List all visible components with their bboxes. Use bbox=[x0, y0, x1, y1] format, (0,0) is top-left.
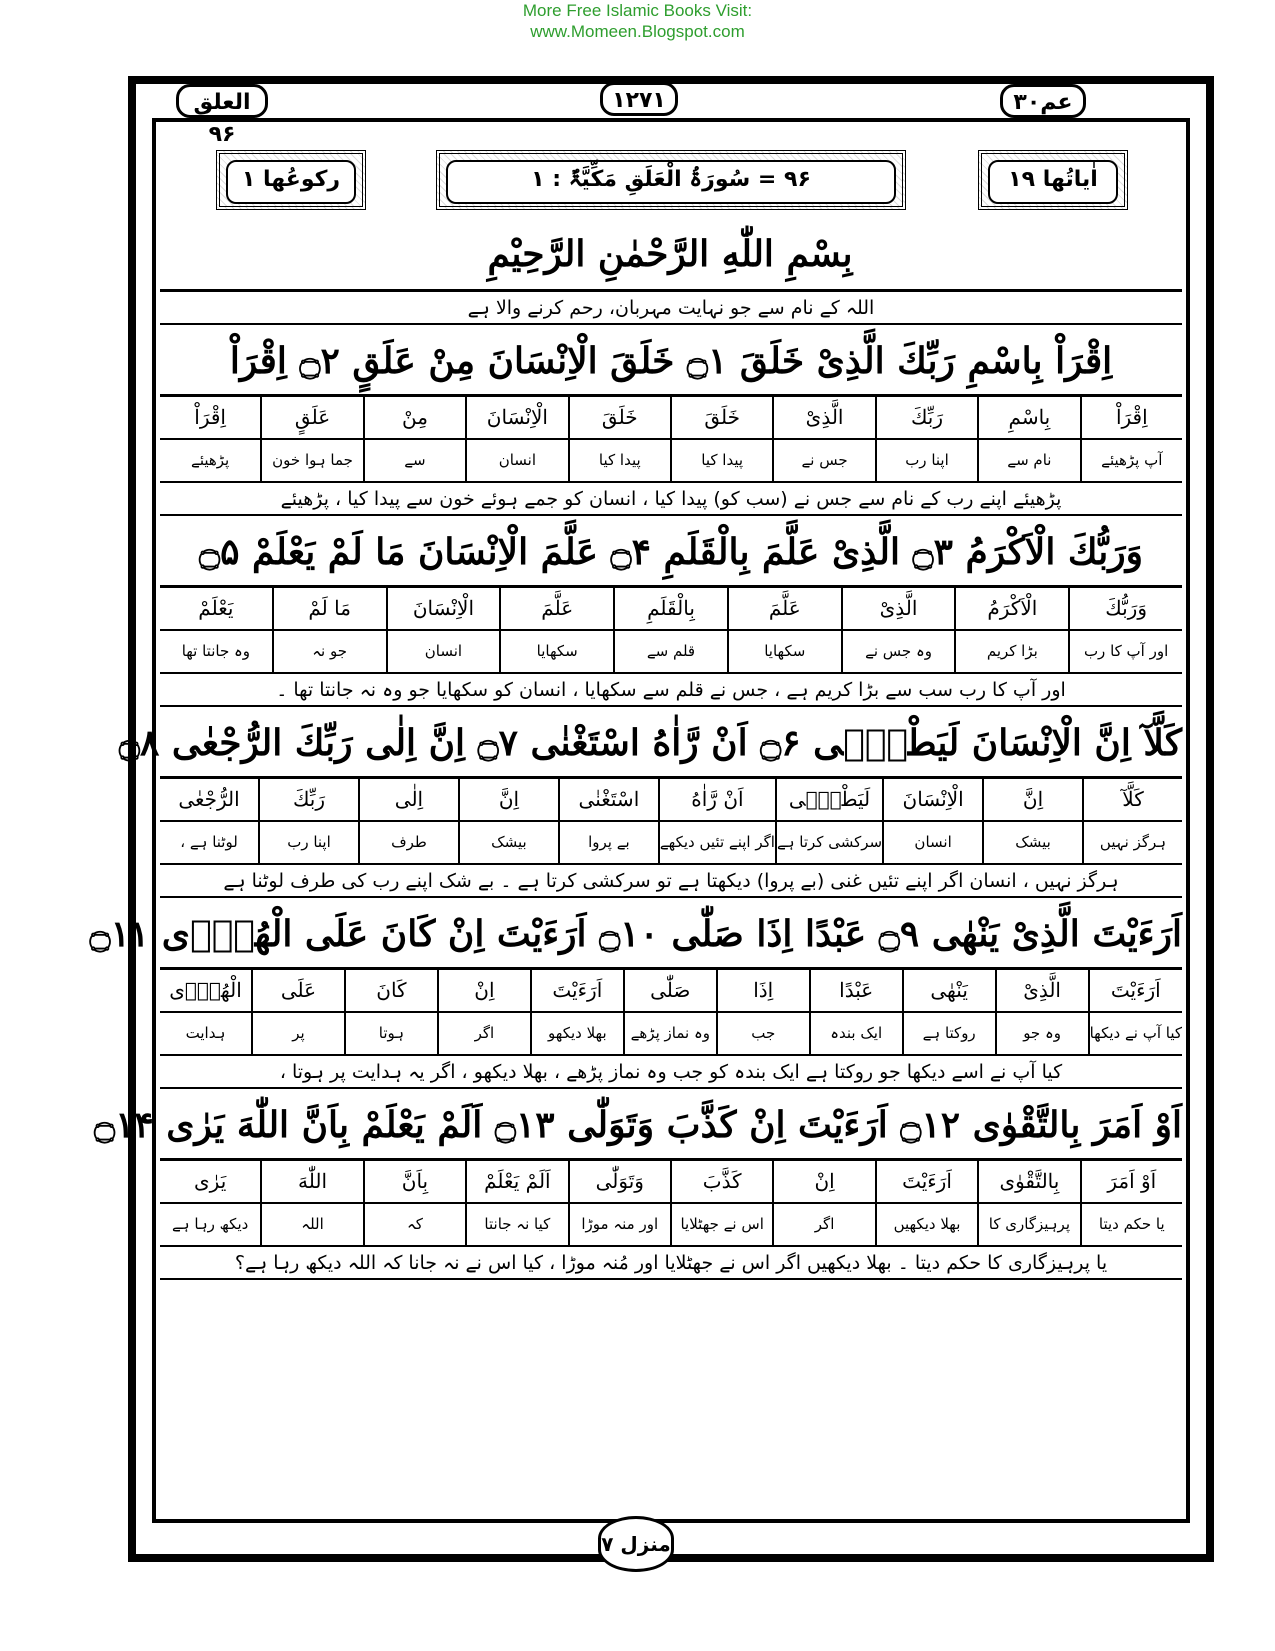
verse-section bbox=[93, 1089, 1182, 1280]
urdu-meaning: بے پروا bbox=[588, 833, 630, 851]
arabic-word: عَلَّمَ bbox=[729, 588, 841, 631]
arabic-word: اسْتَغْنٰى bbox=[560, 779, 658, 822]
arabic-word: الْهُدٰۤى bbox=[160, 970, 251, 1013]
surah-title: ۹۶ = سُورَۃُ الْعَلَقِ مَکِّیَّۃٌ : ۱ bbox=[446, 160, 896, 204]
arabic-word: الْاَكْرَمُ bbox=[956, 588, 1068, 631]
arabic-word: لَیَطْغٰۤى bbox=[777, 779, 882, 822]
arabic-word: وَتَوَلّٰى bbox=[570, 1161, 670, 1204]
urdu-meaning: جس نے bbox=[801, 451, 848, 469]
arabic-word: اِذَا bbox=[718, 970, 809, 1013]
arabic-word: یَرٰى bbox=[160, 1161, 260, 1204]
surah-header bbox=[160, 126, 1182, 292]
arabic-word: بِالتَّقْوٰى bbox=[979, 1161, 1079, 1204]
urdu-meaning: اگر bbox=[814, 1215, 835, 1233]
word-cell bbox=[358, 779, 458, 863]
word-cell bbox=[772, 1161, 874, 1245]
word-cell bbox=[954, 588, 1068, 672]
word-cell bbox=[160, 779, 258, 863]
arabic-word: رَبِّكَ bbox=[877, 397, 977, 440]
arabic-word: الْاِنْسَانَ bbox=[884, 779, 982, 822]
arabic-word: رَبِّكَ bbox=[260, 779, 358, 822]
arabic-word: مَا لَمْ bbox=[274, 588, 386, 631]
arabic-verse-line: اَرَءَیْتَ الَّذِیْ یَنْهٰى ۝۹ عَبْدًا اِذَا صَلّٰى ۝۱۰ اَرَءَیْتَ اِنْ كَانَ عَلَى الْهُدٰۤى ۝۱۱ bbox=[160, 898, 1182, 970]
word-cell bbox=[251, 970, 344, 1054]
urdu-meaning: انسان bbox=[424, 642, 463, 660]
arabic-word: كَلَّآ bbox=[1084, 779, 1182, 822]
urdu-meaning: کہ bbox=[406, 1215, 423, 1233]
arabic-verse-line: كَلَّآ اِنَّ الْاِنْسَانَ لَیَطْغٰۤى ۝۶ اَنْ رَّاٰهُ اسْتَغْنٰى ۝۷ اِنَّ اِلٰى رَبِّكَ الرُّجْعٰى ۝۸ bbox=[160, 707, 1182, 779]
manzil-badge bbox=[598, 1516, 674, 1572]
word-cell bbox=[1082, 779, 1182, 863]
word-cell bbox=[160, 397, 260, 481]
urdu-meaning: کیا نہ جانتا bbox=[484, 1215, 551, 1233]
word-cell bbox=[568, 1161, 670, 1245]
word-cell bbox=[1088, 970, 1182, 1054]
arabic-verse-line: اَوْ اَمَرَ بِالتَّقْوٰى ۝۱۲ اَرَءَیْتَ اِنْ كَذَّبَ وَتَوَلّٰى ۝۱۳ اَلَمْ یَعْلَمْ بِاَنَّ اللّٰهَ یَرٰى ۝۱۴ bbox=[160, 1089, 1182, 1161]
urdu-meaning: وہ نماز پڑھے bbox=[630, 1024, 710, 1042]
word-cell bbox=[623, 970, 716, 1054]
urdu-meaning: جب bbox=[751, 1024, 776, 1042]
word-cell bbox=[670, 1161, 772, 1245]
urdu-meaning: وہ جس نے bbox=[865, 642, 933, 660]
arabic-word: اَنْ رَّاٰهُ bbox=[660, 779, 775, 822]
word-cell bbox=[658, 779, 775, 863]
bismillah-translation: اللہ کے نام سے جو نہایت مہربان، رحم کرنے والا ہے bbox=[160, 292, 1182, 325]
arabic-word: وَرَبُّكَ bbox=[1070, 588, 1182, 631]
urdu-meaning: اپنا رب bbox=[905, 451, 949, 469]
page-number-tag bbox=[600, 82, 678, 116]
ayat-count: اٰیاتُھا ۱۹ bbox=[988, 160, 1118, 204]
word-cell bbox=[499, 588, 613, 672]
urdu-meaning: انسان bbox=[498, 451, 537, 469]
arabic-word: مِنْ bbox=[365, 397, 465, 440]
urdu-meaning: دیکھ رہا ہے bbox=[171, 1215, 249, 1233]
word-cell bbox=[995, 970, 1088, 1054]
arabic-word: اللّٰهَ bbox=[262, 1161, 362, 1204]
urdu-translation-line: کیا آپ نے اسے دیکھا جو روکتا ہے ایک بندہ کو جب وہ نماز پڑھے ، بھلا دیکھو ، اگر یہ ہدایت پر ہوتا ، bbox=[160, 1056, 1182, 1089]
urdu-meaning: وہ جو bbox=[1023, 1024, 1062, 1042]
para-name: عم۳۰ bbox=[1013, 90, 1073, 115]
page-number: ۱۲۷۱ bbox=[612, 88, 666, 113]
urdu-meaning: سے bbox=[404, 451, 426, 469]
urdu-meaning: اور آپ کا رب bbox=[1083, 642, 1169, 660]
urdu-meaning: سکھایا bbox=[536, 642, 578, 660]
word-cell bbox=[258, 779, 358, 863]
urdu-meaning: اگر bbox=[474, 1024, 495, 1042]
arabic-word: صَلّٰى bbox=[625, 970, 716, 1013]
verse-section bbox=[160, 325, 1182, 516]
urdu-meaning: قلم سے bbox=[646, 642, 696, 660]
urdu-meaning: ہدایت bbox=[185, 1024, 226, 1042]
arabic-word: خَلَقَ bbox=[570, 397, 670, 440]
word-cell bbox=[363, 1161, 465, 1245]
arabic-word: الَّذِیْ bbox=[997, 970, 1088, 1013]
word-by-word-grid bbox=[160, 588, 1182, 674]
para-name-tag bbox=[1000, 84, 1086, 118]
word-cell bbox=[882, 779, 982, 863]
urdu-translation-line: یا پرہیزگاری کا حکم دیتا ۔ بھلا دیکھیں اگر اس نے جھٹلایا اور مُنہ موڑا ، کیا اس نے نہ جانا کہ اللہ دیکھ رہا ہے؟ bbox=[160, 1247, 1182, 1280]
word-cell bbox=[772, 397, 874, 481]
word-cell bbox=[272, 588, 386, 672]
bismillah: بِسْمِ اللّٰهِ الرَّحْمٰنِ الرَّحِیْمِ bbox=[487, 233, 853, 275]
word-cell bbox=[875, 397, 977, 481]
arabic-word: عَبْدًا bbox=[811, 970, 902, 1013]
verse-section bbox=[89, 898, 1182, 1089]
urdu-translation-line: پڑھیئے اپنے رب کے نام سے جس نے (سب کو) پیدا کیا ، انسان کو جمے ہوئے خون سے پیدا کیا ، پڑھیئے bbox=[160, 483, 1182, 516]
word-cell bbox=[809, 970, 902, 1054]
arabic-word: اِلٰى bbox=[360, 779, 458, 822]
watermark-link[interactable]: www.Momeen.Blogspot.com bbox=[530, 22, 745, 41]
surah-ref-tag bbox=[176, 84, 268, 147]
word-cell bbox=[558, 779, 658, 863]
arabic-word: یَنْهٰى bbox=[904, 970, 995, 1013]
watermark bbox=[0, 0, 1275, 42]
word-by-word-grid bbox=[160, 779, 1182, 865]
word-cell bbox=[1080, 1161, 1182, 1245]
watermark-line-1: More Free Islamic Books Visit: bbox=[522, 1, 753, 20]
manzil-label: منزل ۷ bbox=[601, 1532, 671, 1556]
urdu-meaning: سکھایا bbox=[764, 642, 806, 660]
word-cell bbox=[1080, 397, 1182, 481]
word-cell bbox=[716, 970, 809, 1054]
word-cell bbox=[982, 779, 1082, 863]
verse-section bbox=[118, 707, 1182, 898]
arabic-word: كَانَ bbox=[346, 970, 437, 1013]
arabic-word: اَرَءَیْتَ bbox=[1090, 970, 1182, 1013]
word-cell bbox=[260, 397, 362, 481]
arabic-word: اِنْ bbox=[774, 1161, 874, 1204]
urdu-meaning: سرکشی کرتا ہے bbox=[776, 833, 883, 851]
arabic-word: یَعْلَمْ bbox=[160, 588, 272, 631]
urdu-meaning: جما ہوا خون bbox=[272, 451, 353, 469]
arabic-word: الرُّجْعٰى bbox=[160, 779, 258, 822]
word-cell bbox=[841, 588, 955, 672]
arabic-verse-line: اِقْرَاْ بِاسْمِ رَبِّكَ الَّذِیْ خَلَقَ ۝۱ خَلَقَ الْاِنْسَانَ مِنْ عَلَقٍ ۝۲ اِقْرَاْ bbox=[160, 325, 1182, 397]
urdu-meaning: کیا آپ نے دیکھا bbox=[1089, 1024, 1182, 1042]
arabic-word: كَذَّبَ bbox=[672, 1161, 772, 1204]
word-cell bbox=[160, 970, 251, 1054]
arabic-word: بِالْقَلَمِ bbox=[615, 588, 727, 631]
arabic-word: الَّذِیْ bbox=[843, 588, 955, 631]
word-cell bbox=[775, 779, 882, 863]
urdu-meaning: بیشک bbox=[1015, 833, 1051, 851]
arabic-word: اَرَءَیْتَ bbox=[877, 1161, 977, 1204]
urdu-meaning: پرہیزگاری کا bbox=[988, 1215, 1070, 1233]
word-cell bbox=[670, 397, 772, 481]
word-by-word-grid bbox=[160, 1161, 1182, 1247]
urdu-meaning: اپنا رب bbox=[287, 833, 331, 851]
word-cell bbox=[160, 1161, 260, 1245]
urdu-meaning: وہ جانتا تھا bbox=[181, 642, 251, 660]
urdu-meaning: اور منہ موڑا bbox=[581, 1215, 659, 1233]
arabic-word: بِاَنَّ bbox=[365, 1161, 465, 1204]
urdu-meaning: ایک بندہ bbox=[830, 1024, 883, 1042]
word-cell bbox=[613, 588, 727, 672]
urdu-meaning: ہوتا bbox=[378, 1024, 405, 1042]
word-by-word-grid bbox=[160, 970, 1182, 1056]
word-cell bbox=[727, 588, 841, 672]
verse-sections bbox=[89, 325, 1182, 1280]
word-by-word-grid bbox=[160, 397, 1182, 483]
urdu-meaning: بیشک bbox=[491, 833, 527, 851]
ruku-count: رکوعُھا ۱ bbox=[226, 160, 356, 204]
arabic-word: اَوْ اَمَرَ bbox=[1082, 1161, 1182, 1204]
word-cell bbox=[363, 397, 465, 481]
urdu-meaning: روکتا ہے bbox=[922, 1024, 976, 1042]
arabic-word: اِقْرَاْ bbox=[160, 397, 260, 440]
arabic-word: بِاسْمِ bbox=[979, 397, 1079, 440]
urdu-meaning: پیدا کیا bbox=[701, 451, 744, 469]
word-cell bbox=[465, 1161, 567, 1245]
urdu-meaning: طرف bbox=[391, 833, 427, 851]
arabic-word: اَرَءَیْتَ bbox=[532, 970, 623, 1013]
urdu-meaning: بھلا دیکھیں bbox=[893, 1215, 961, 1233]
arabic-word: اَلَمْ یَعْلَمْ bbox=[467, 1161, 567, 1204]
arabic-word: الْاِنْسَانَ bbox=[467, 397, 567, 440]
word-cell bbox=[260, 1161, 362, 1245]
page-content bbox=[89, 292, 1182, 1280]
arabic-word: اِنْ bbox=[439, 970, 530, 1013]
urdu-meaning: لوٹنا ہے ، bbox=[180, 833, 238, 851]
urdu-meaning: پر bbox=[292, 1024, 305, 1042]
word-cell bbox=[977, 397, 1079, 481]
word-cell bbox=[568, 397, 670, 481]
word-cell bbox=[437, 970, 530, 1054]
urdu-meaning: پیدا کیا bbox=[598, 451, 641, 469]
word-cell bbox=[465, 397, 567, 481]
arabic-word: الَّذِیْ bbox=[774, 397, 874, 440]
urdu-translation-line: اور آپ کا رب سب سے بڑا کریم ہے ، جس نے قلم سے سکھایا ، انسان کو سکھایا جو وہ نہ جانتا تھا ۔ bbox=[160, 674, 1182, 707]
arabic-verse-line: وَرَبُّكَ الْاَكْرَمُ ۝۳ الَّذِیْ عَلَّمَ بِالْقَلَمِ ۝۴ عَلَّمَ الْاِنْسَانَ مَا لَمْ یَعْلَمْ ۝۵ bbox=[160, 516, 1182, 588]
urdu-meaning: انسان bbox=[914, 833, 952, 851]
surah-ref-label: العلق ۹۶ bbox=[193, 90, 251, 147]
urdu-meaning: ہرگز نہیں bbox=[1099, 833, 1167, 851]
urdu-translation-line: ہرگز نہیں ، انسان اگر اپنے تئیں غنی (بے پروا) دیکھتا ہے تو سرکشی کرتا ہے ۔ بے شک اپنے رب کی طرف لوٹنا ہے bbox=[160, 865, 1182, 898]
word-cell bbox=[458, 779, 558, 863]
urdu-meaning: پڑھیئے bbox=[191, 451, 230, 469]
verse-section bbox=[160, 516, 1182, 707]
arabic-word: اِنَّ bbox=[984, 779, 1082, 822]
urdu-meaning: جو نہ bbox=[312, 642, 348, 660]
urdu-meaning: بڑا کریم bbox=[986, 642, 1038, 660]
arabic-word: عَلَّمَ bbox=[501, 588, 613, 631]
word-cell bbox=[344, 970, 437, 1054]
ruku-cartouche bbox=[216, 150, 366, 210]
urdu-meaning: نام سے bbox=[1007, 451, 1052, 469]
urdu-meaning: اس نے جھٹلایا bbox=[680, 1215, 764, 1233]
arabic-word: عَلَقٍ bbox=[262, 397, 362, 440]
ayat-cartouche bbox=[978, 150, 1128, 210]
word-cell bbox=[1068, 588, 1182, 672]
word-cell bbox=[386, 588, 500, 672]
word-cell bbox=[902, 970, 995, 1054]
urdu-meaning: آپ پڑھیئے bbox=[1101, 451, 1163, 469]
arabic-word: اِنَّ bbox=[460, 779, 558, 822]
urdu-meaning: اگر اپنے تئیں دیکھے bbox=[659, 833, 775, 851]
urdu-meaning: اللہ bbox=[301, 1215, 324, 1233]
surah-title-cartouche bbox=[436, 150, 906, 210]
arabic-word: خَلَقَ bbox=[672, 397, 772, 440]
urdu-meaning: بھلا دیکھو bbox=[548, 1024, 607, 1042]
arabic-word: عَلَى bbox=[253, 970, 344, 1013]
arabic-word: الْاِنْسَانَ bbox=[388, 588, 500, 631]
word-cell bbox=[160, 588, 272, 672]
word-cell bbox=[530, 970, 623, 1054]
arabic-word: اِقْرَاْ bbox=[1082, 397, 1182, 440]
word-cell bbox=[875, 1161, 977, 1245]
word-cell bbox=[977, 1161, 1079, 1245]
urdu-meaning: یا حکم دیتا bbox=[1098, 1215, 1165, 1233]
